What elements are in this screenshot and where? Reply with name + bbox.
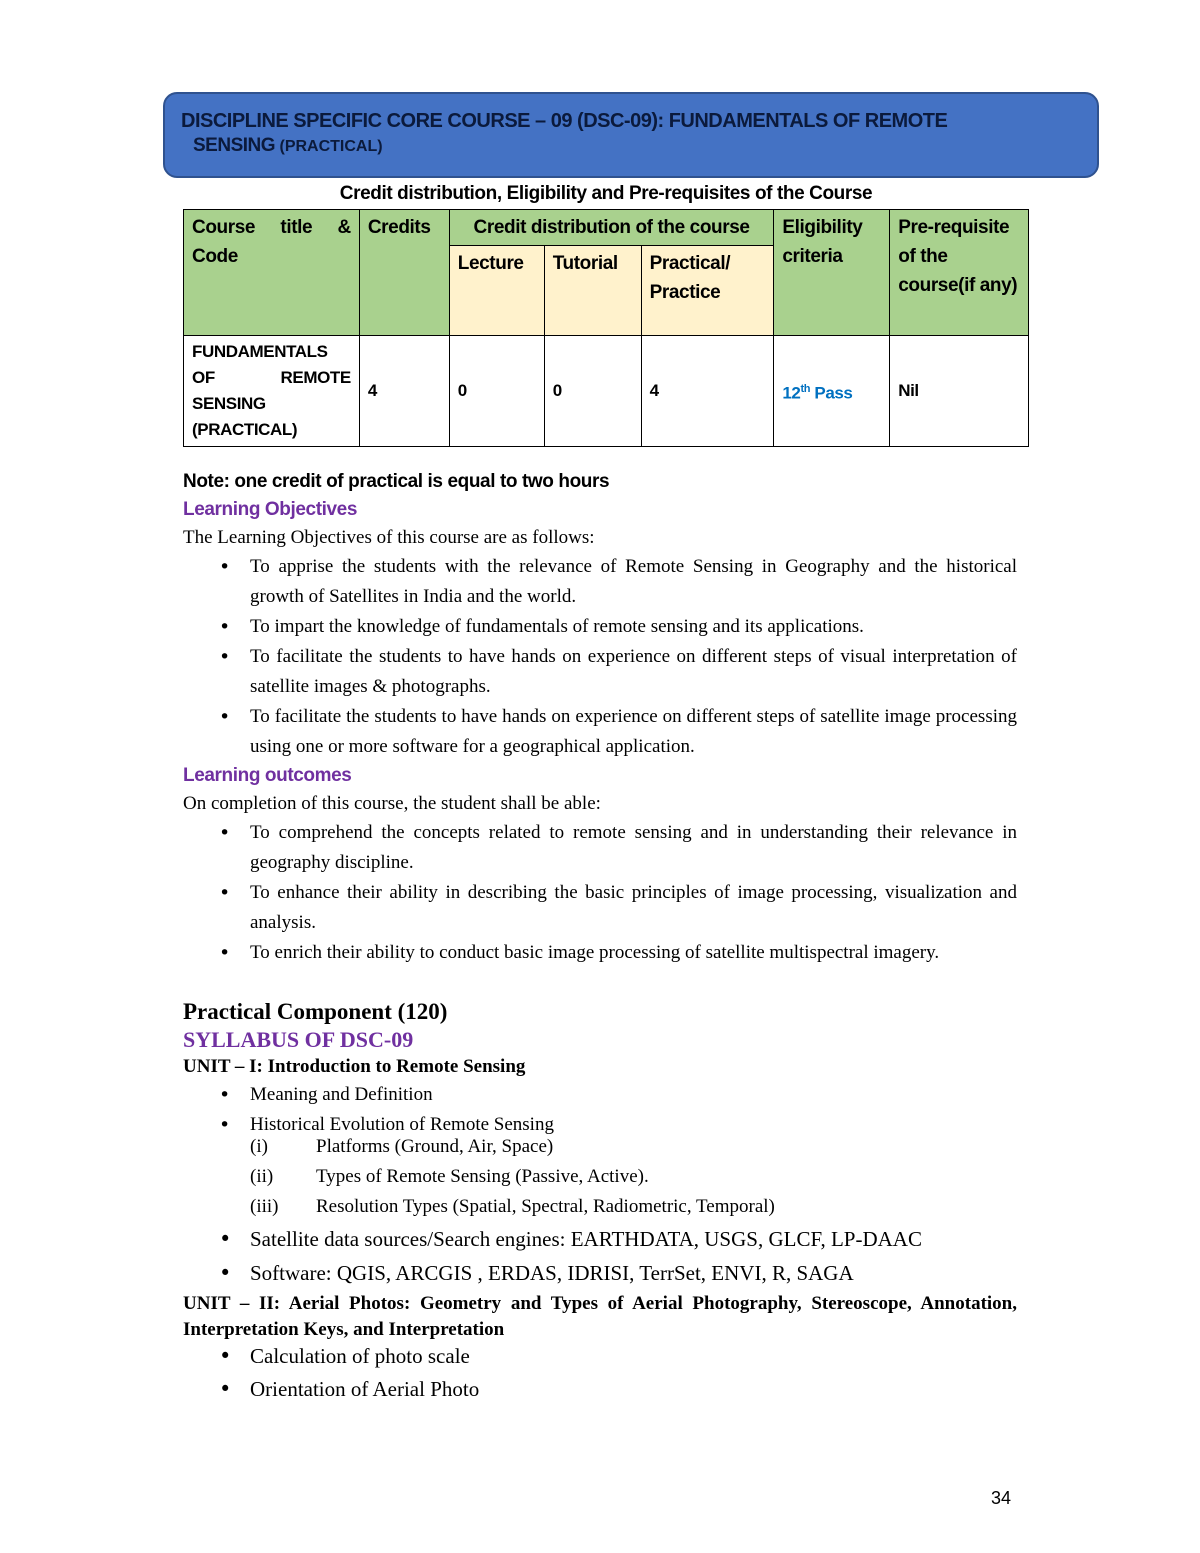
header-course-title: Course title & Code [184, 210, 360, 336]
sub-item [250, 1162, 775, 1192]
learning-outcomes-list [183, 818, 1017, 968]
list-item: • To facilitate the students to have hands on experience on different steps of visual interpretation of satellite images & photographs. [183, 642, 1017, 702]
unit-1-list [183, 1080, 1017, 1140]
sub-item [250, 1192, 775, 1222]
unit-1-sublist [250, 1132, 775, 1222]
eligibility-number: 12 [782, 383, 801, 403]
header-lecture: Lecture [449, 246, 544, 336]
unit-1-title: UNIT – I: Introduction to Remote Sensing [183, 1056, 526, 1077]
list-item: • To facilitate the students to have hands on experience on different steps of satellite image processing using one or more software for a geographical application. [183, 702, 1017, 762]
cell-eligibility [774, 336, 890, 447]
cell-practical: 4 [641, 336, 774, 447]
credit-table [183, 209, 1029, 447]
practical-component-heading: Practical Component (120) [183, 999, 448, 1024]
cell-prerequisite: Nil [890, 336, 1029, 447]
learning-outcomes-intro: On completion of this course, the student shall be able: [183, 793, 601, 814]
sub-item-number: (iii) [250, 1196, 279, 1217]
sub-item-number: (ii) [250, 1166, 274, 1187]
list-item: • To apprise the students with the relevance of Remote Sensing in Geography and the historical growth of Satellites in India and the world. [183, 552, 1017, 612]
header-credit-distribution: Credit distribution of the course [449, 210, 774, 246]
syllabus-title: SYLLABUS OF DSC-09 [183, 1027, 414, 1052]
banner-line-2 [181, 134, 1081, 159]
banner-sensing: SENSING [193, 135, 276, 156]
sub-item-number: (i) [250, 1136, 268, 1157]
learning-objectives-intro: The Learning Objectives of this course are as follows: [183, 527, 595, 548]
header-practical: Practical/ Practice [641, 246, 774, 336]
sub-item [250, 1132, 775, 1162]
unit-2-list [183, 1340, 1017, 1406]
learning-objectives-heading: Learning Objectives [183, 499, 358, 520]
cell-lecture: 0 [449, 336, 544, 447]
list-item: • To enhance their ability in describing the basic principles of image processing, visualization and analysis. [183, 878, 1017, 938]
list-item: • Software: QGIS, ARCGIS , ERDAS, IDRISI, TerrSet, ENVI, R, SAGA [183, 1256, 1017, 1290]
unit-2-title: UNIT – II: Aerial Photos: Geometry and Types of Aerial Photography, Stereoscope, Annotation, Interpretation Keys, and Interpretation [183, 1293, 1017, 1340]
table-caption: Credit distribution, Eligibility and Pre-requisites of the Course [339, 183, 873, 204]
cell-tutorial: 0 [544, 336, 641, 447]
list-item: • To comprehend the concepts related to remote sensing and in understanding their relevance in geography discipline. [183, 818, 1017, 878]
unit-1-list-2 [183, 1222, 1017, 1290]
sub-item-text: Resolution Types (Spatial, Spectral, Radiometric, Temporal) [316, 1196, 775, 1217]
sub-item-text: Platforms (Ground, Air, Space) [316, 1136, 554, 1157]
learning-objectives-list [183, 552, 1017, 762]
list-item: • Meaning and Definition [183, 1080, 1017, 1110]
eligibility-superscript: th [800, 382, 811, 395]
eligibility-text: Pass [810, 383, 853, 403]
header-prerequisite: Pre-requisite of the course(if any) [890, 210, 1029, 336]
list-item: • Historical Evolution of Remote Sensing [183, 1110, 1017, 1140]
page-number: 34 [991, 1488, 1012, 1508]
header-tutorial: Tutorial [544, 246, 641, 336]
list-item: • To enrich their ability to conduct basic image processing of satellite multispectral imagery. [183, 938, 1017, 968]
learning-outcomes-heading: Learning outcomes [183, 765, 352, 786]
cell-course-name: FUNDAMENTALS OF REMOTE SENSING (PRACTICAL) [184, 336, 360, 447]
list-item: • Orientation of Aerial Photo [183, 1373, 1017, 1406]
list-item: • To impart the knowledge of fundamentals of remote sensing and its applications. [183, 612, 1017, 642]
header-credits: Credits [359, 210, 449, 336]
cell-credits: 4 [359, 336, 449, 447]
list-item: • Calculation of photo scale [183, 1340, 1017, 1373]
course-title-banner [163, 92, 1099, 178]
list-item: • Satellite data sources/Search engines: EARTHDATA, USGS, GLCF, LP-DAAC [183, 1222, 1017, 1256]
sub-item-text: Types of Remote Sensing (Passive, Active). [316, 1166, 649, 1187]
banner-line-1: DISCIPLINE SPECIFIC CORE COURSE – 09 (DSC-09): FUNDAMENTALS OF REMOTE [181, 110, 948, 132]
credit-note: Note: one credit of practical is equal to two hours [183, 471, 610, 492]
banner-practical: (PRACTICAL) [279, 138, 383, 155]
header-eligibility: Eligibility criteria [774, 210, 890, 336]
